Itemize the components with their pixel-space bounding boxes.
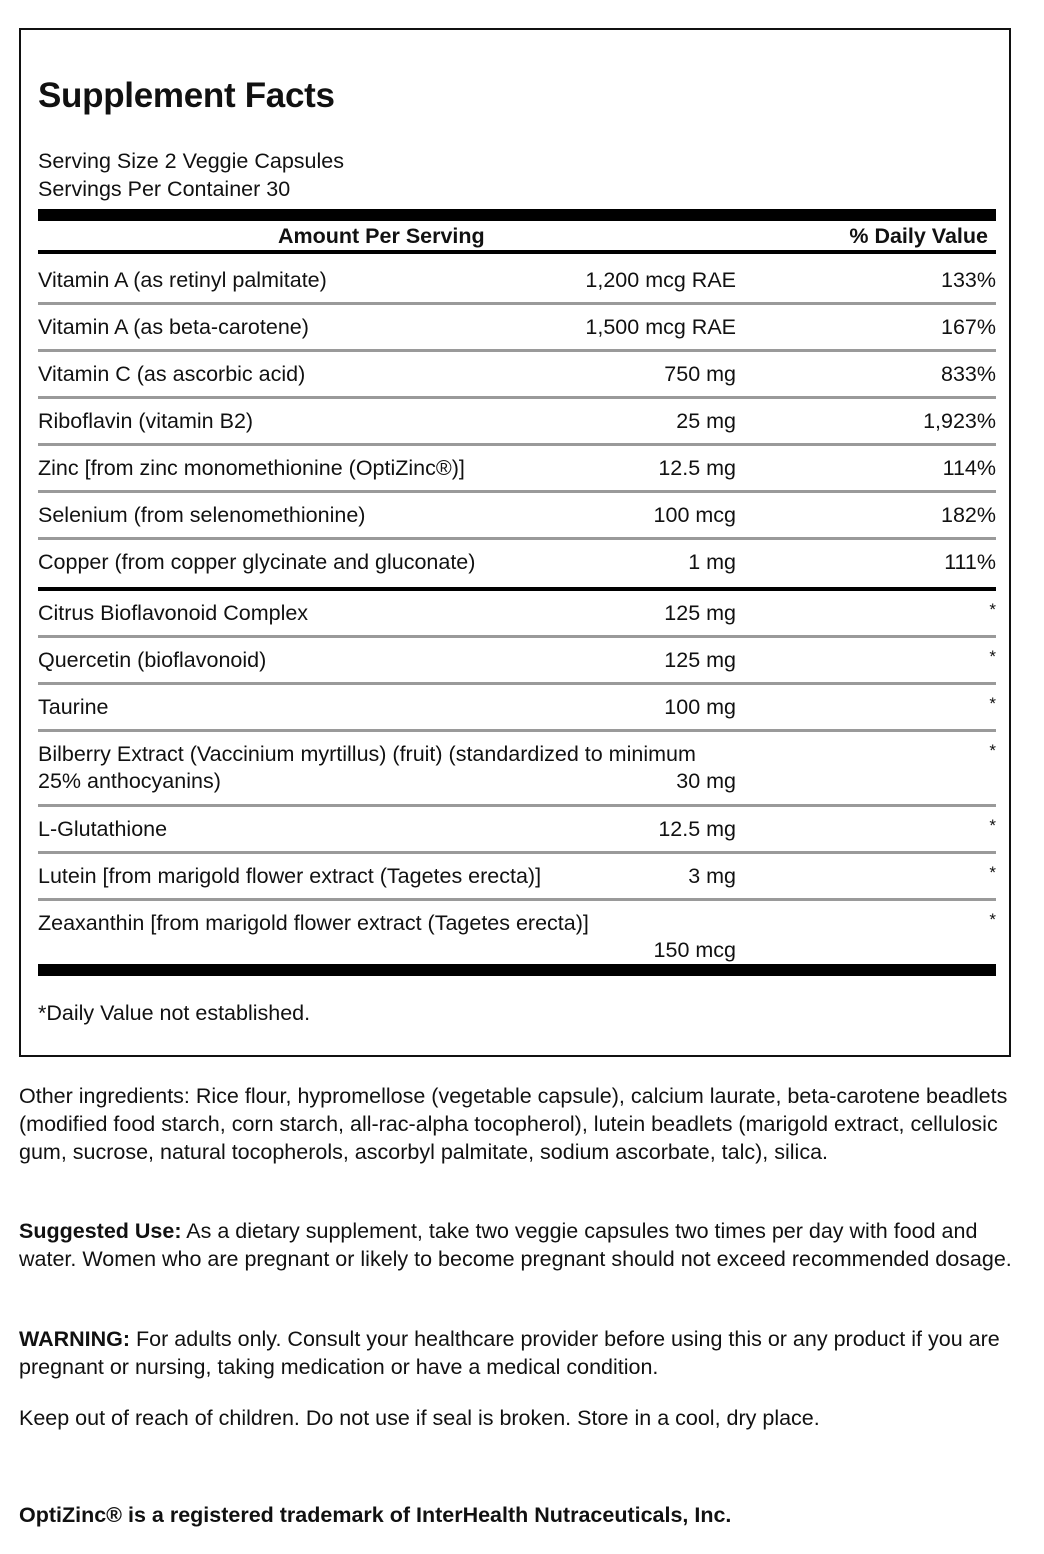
ingredient-dv: * [989, 863, 996, 882]
servings-per-container: Servings Per Container 30 [38, 177, 291, 201]
nutrient-name: Vitamin A (as retinyl palmitate) [38, 268, 327, 292]
nutrient-name: Riboflavin (vitamin B2) [38, 409, 254, 433]
table-row [38, 399, 996, 446]
nutrient-amount: 12.5 mg [658, 456, 736, 480]
ingredient-amount: 3 mg [688, 864, 736, 888]
table-row [38, 305, 996, 352]
suggested-use-label: Suggested Use: [19, 1219, 182, 1243]
ingredient-name: Quercetin (bioflavonoid) [38, 648, 267, 672]
nutrient-name: Copper (from copper glycinate and gluconate) [38, 550, 476, 574]
other-ingredients: Other ingredients: Rice flour, hypromellose (vegetable capsule), calcium laurate, beta-carotene beadlets (modified food starch, corn starch, all-rac-alpha tocopherol), lutein beadlets (marigold extract, cellulosic gum, sucrose, natural tocopherols, ascorbyl palmitate, sodium ascorbate, talc), silica. [19, 1084, 1008, 1164]
ingredient-dv: * [989, 600, 996, 619]
table-row [38, 493, 996, 540]
ingredient-dv: * [989, 741, 996, 760]
ingredient-name: Lutein [from marigold flower extract (Tagetes erecta)] [38, 864, 542, 888]
table-row [38, 446, 996, 493]
nutrient-amount: 750 mg [664, 362, 736, 386]
table-row [38, 591, 996, 638]
nutrient-name: Selenium (from selenomethionine) [38, 503, 366, 527]
suggested-use-text: As a dietary supplement, take two veggie capsules two times per day with food and water. Women who are pregnant or likely to become pregnant should not exceed recommended dosage. [19, 1219, 1012, 1271]
table-row [38, 258, 996, 305]
nutrient-dv: 833% [941, 362, 996, 386]
table-row [38, 732, 996, 807]
table-row [38, 638, 996, 685]
ingredient-amount: 12.5 mg [658, 817, 736, 841]
nutrient-name: Vitamin A (as beta-carotene) [38, 315, 309, 339]
ingredient-amount: 150 mcg [653, 938, 736, 962]
nutrient-dv: 111% [944, 550, 996, 574]
ingredient-name: Bilberry Extract (Vaccinium myrtillus) (fruit) (standardized to minimum 25% anthocyanins) [38, 742, 696, 793]
nutrient-amount: 1,200 mcg RAE [585, 268, 736, 292]
divider-header [38, 250, 996, 254]
ingredient-amount: 100 mg [664, 695, 736, 719]
supplement-facts-panel [19, 28, 1011, 1057]
ingredient-amount: 30 mg [676, 769, 736, 793]
ingredient-name: Citrus Bioflavonoid Complex [38, 601, 309, 625]
nutrient-dv: 182% [941, 503, 996, 527]
table-row [38, 807, 996, 854]
nutrient-amount: 1,500 mcg RAE [585, 315, 736, 339]
warning-label: WARNING: [19, 1327, 131, 1351]
divider-thick-top [38, 209, 996, 221]
ingredient-dv: * [989, 647, 996, 666]
ingredient-dv: * [989, 910, 996, 929]
ingredient-name: Zeaxanthin [from marigold flower extract (Tagetes erecta)] [38, 911, 589, 935]
suggested-use [19, 1217, 1019, 1273]
nutrient-dv: 114% [942, 456, 996, 480]
header-daily-value: % Daily Value [849, 224, 988, 248]
warning [19, 1325, 1019, 1381]
nutrient-amount: 1 mg [688, 550, 736, 574]
serving-info [38, 147, 344, 203]
nutrient-name: Vitamin C (as ascorbic acid) [38, 362, 306, 386]
nutrient-dv: 167% [941, 315, 996, 339]
table-row [38, 352, 996, 399]
nutrient-name: Zinc [from zinc monomethionine (OptiZinc®)] [38, 456, 465, 480]
table-row [38, 685, 996, 732]
ingredient-dv: * [989, 694, 996, 713]
table-row [38, 540, 996, 587]
divider-thick-bottom [38, 964, 996, 976]
ingredient-amount: 125 mg [664, 601, 736, 625]
table-header [38, 222, 996, 251]
ingredient-name: Taurine [38, 695, 109, 719]
daily-value-footnote: *Daily Value not established. [38, 1001, 311, 1025]
header-amount-per-serving: Amount Per Serving [278, 224, 485, 248]
panel-title: Supplement Facts [38, 76, 335, 115]
table-row [38, 854, 996, 901]
nutrient-amount: 100 mcg [653, 503, 736, 527]
nutrient-amount: 25 mg [676, 409, 736, 433]
ingredient-name: L-Glutathione [38, 817, 168, 841]
serving-size: Serving Size 2 Veggie Capsules [38, 149, 344, 173]
warning-text: For adults only. Consult your healthcare provider before using this or any product if you are pregnant or nursing, taking medication or have a medical condition. [19, 1327, 1000, 1379]
ingredient-dv: * [989, 816, 996, 835]
storage-instructions: Keep out of reach of children. Do not use if seal is broken. Store in a cool, dry place. [19, 1406, 820, 1430]
trademark-notice: OptiZinc® is a registered trademark of InterHealth Nutraceuticals, Inc. [19, 1503, 732, 1527]
nutrient-table [38, 258, 996, 981]
nutrient-dv: 133% [941, 268, 996, 292]
nutrient-dv: 1,923% [923, 409, 996, 433]
ingredient-amount: 125 mg [664, 648, 736, 672]
